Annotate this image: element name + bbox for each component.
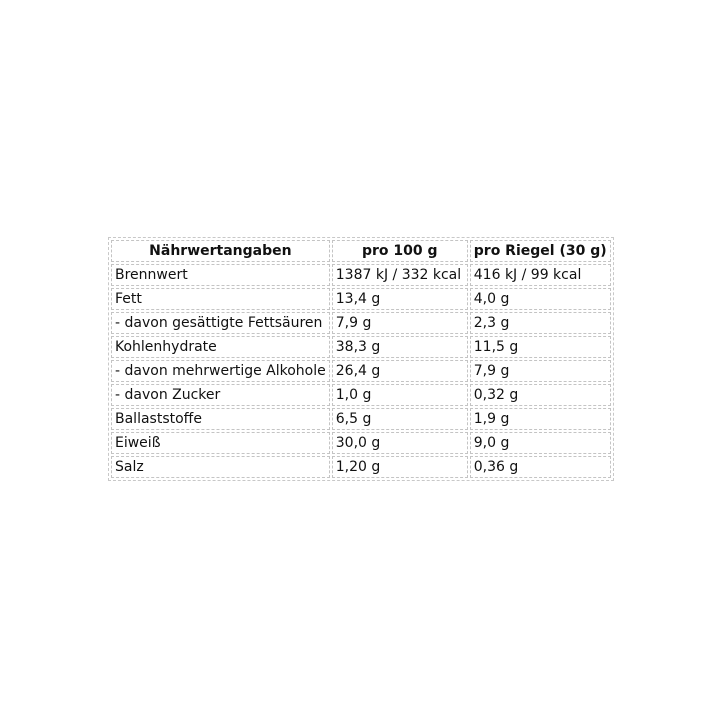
value-per-100g: 7,9 g bbox=[332, 312, 468, 334]
value-per-bar: 0,32 g bbox=[470, 384, 611, 406]
value-per-100g: 38,3 g bbox=[332, 336, 468, 358]
nutrient-label: Kohlenhydrate bbox=[111, 336, 330, 358]
value-per-100g: 26,4 g bbox=[332, 360, 468, 382]
value-per-bar: 2,3 g bbox=[470, 312, 611, 334]
table-row bbox=[111, 384, 611, 406]
nutrition-table bbox=[108, 237, 614, 481]
nutrient-label: Brennwert bbox=[111, 264, 330, 286]
value-per-100g: 1,20 g bbox=[332, 456, 468, 478]
nutrient-label: Ballaststoffe bbox=[111, 408, 330, 430]
table-header-row bbox=[111, 240, 611, 262]
nutrient-label: - davon gesättigte Fettsäuren bbox=[111, 312, 330, 334]
header-per-100g: pro 100 g bbox=[332, 240, 468, 262]
header-per-bar: pro Riegel (30 g) bbox=[470, 240, 611, 262]
nutrient-label: Fett bbox=[111, 288, 330, 310]
value-per-bar: 9,0 g bbox=[470, 432, 611, 454]
nutrient-label: - davon mehrwertige Alkohole bbox=[111, 360, 330, 382]
value-per-bar: 4,0 g bbox=[470, 288, 611, 310]
table-row bbox=[111, 336, 611, 358]
value-per-100g: 1,0 g bbox=[332, 384, 468, 406]
nutrient-label: Eiweiß bbox=[111, 432, 330, 454]
table-row bbox=[111, 432, 611, 454]
nutrient-label: - davon Zucker bbox=[111, 384, 330, 406]
table-row bbox=[111, 264, 611, 286]
value-per-100g: 6,5 g bbox=[332, 408, 468, 430]
value-per-100g: 30,0 g bbox=[332, 432, 468, 454]
value-per-bar: 7,9 g bbox=[470, 360, 611, 382]
table-row bbox=[111, 312, 611, 334]
value-per-bar: 1,9 g bbox=[470, 408, 611, 430]
table-row bbox=[111, 360, 611, 382]
value-per-bar: 0,36 g bbox=[470, 456, 611, 478]
table-row bbox=[111, 288, 611, 310]
table-row bbox=[111, 456, 611, 478]
nutrient-label: Salz bbox=[111, 456, 330, 478]
value-per-100g: 1387 kJ / 332 kcal bbox=[332, 264, 468, 286]
value-per-bar: 416 kJ / 99 kcal bbox=[470, 264, 611, 286]
value-per-100g: 13,4 g bbox=[332, 288, 468, 310]
value-per-bar: 11,5 g bbox=[470, 336, 611, 358]
table-row bbox=[111, 408, 611, 430]
header-nutrient: Nährwertangaben bbox=[111, 240, 330, 262]
